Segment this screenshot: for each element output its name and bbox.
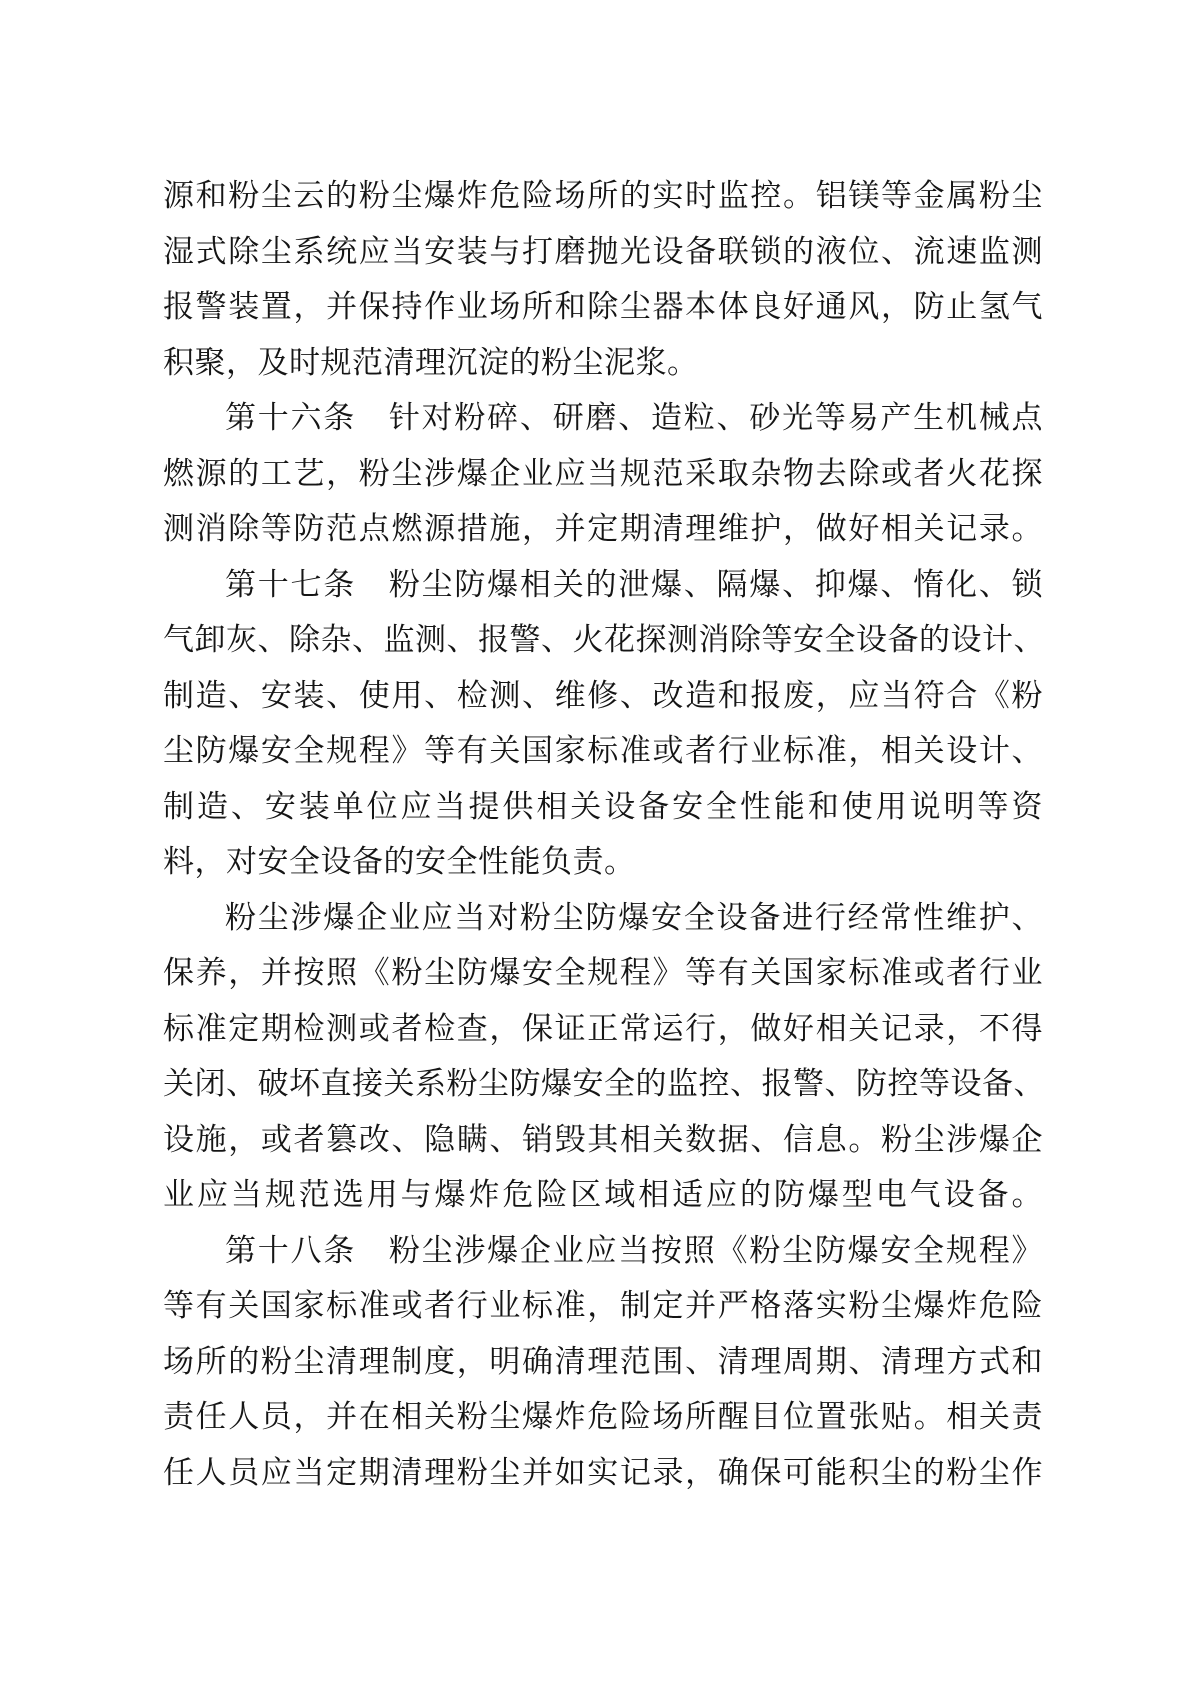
text-line: 源和粉尘云的粉尘爆炸危险场所的实时监控。铝镁等金属粉尘 [163, 178, 1043, 213]
text-line: 积聚，及时规范清理沉淀的粉尘泥浆。 [163, 344, 699, 380]
text-line: 料，对安全设备的安全性能负责。 [163, 844, 636, 879]
text-line: 场所的粉尘清理制度，明确清理范围、清理周期、清理方式和 [163, 1343, 1043, 1379]
text-line: 业应当规范选用与爆炸危险区域相适应的防爆型电气设备。 [163, 1177, 1043, 1212]
text-line: 尘防爆安全规程》等有关国家标准或者行业标准，相关设计、 [163, 733, 1043, 768]
text-line-paragraph-start: 粉尘涉爆企业应当对粉尘防爆安全设备进行经常性维护、 [225, 899, 1043, 935]
text-line: 燃源的工艺，粉尘涉爆企业应当规范采取杂物去除或者火花探 [163, 455, 1043, 491]
document-text-block [163, 168, 1043, 1500]
text-line: 湿式除尘系统应当安装与打磨抛光设备联锁的液位、流速监测 [163, 233, 1043, 269]
text-line: 保养，并按照《粉尘防爆安全规程》等有关国家标准或者行业 [163, 955, 1043, 990]
text-line: 责任人员，并在相关粉尘爆炸危险场所醒目位置张贴。相关责 [163, 1399, 1043, 1434]
text-line: 关闭、破坏直接关系粉尘防爆安全的监控、报警、防控等设备、 [163, 1066, 1045, 1101]
text-line: 等有关国家标准或者行业标准，制定并严格落实粉尘爆炸危险 [163, 1288, 1043, 1323]
text-line: 任人员应当定期清理粉尘并如实记录，确保可能积尘的粉尘作 [163, 1454, 1043, 1490]
text-line: 制造、安装单位应当提供相关设备安全性能和使用说明等资 [163, 788, 1043, 824]
text-line: 测消除等防范点燃源措施，并定期清理维护，做好相关记录。 [163, 511, 1043, 546]
text-line-article-16-start: 第十六条 针对粉碎、研磨、造粒、砂光等易产生机械点 [225, 400, 1043, 435]
text-line: 制造、安装、使用、检测、维修、改造和报废，应当符合《粉 [163, 677, 1043, 713]
text-line: 设施，或者篡改、隐瞒、销毁其相关数据、信息。粉尘涉爆企 [163, 1121, 1043, 1157]
text-line-article-18-start: 第十八条 粉尘涉爆企业应当按照《粉尘防爆安全规程》 [225, 1232, 1043, 1268]
text-line-article-17-start: 第十七条 粉尘防爆相关的泄爆、隔爆、抑爆、惰化、锁 [225, 566, 1043, 602]
text-line: 气卸灰、除杂、监测、报警、火花探测消除等安全设备的设计、 [163, 622, 1045, 657]
text-line: 标准定期检测或者检查，保证正常运行，做好相关记录，不得 [163, 1010, 1043, 1046]
text-line: 报警装置，并保持作业场所和除尘器本体良好通风，防止氢气 [163, 289, 1043, 324]
